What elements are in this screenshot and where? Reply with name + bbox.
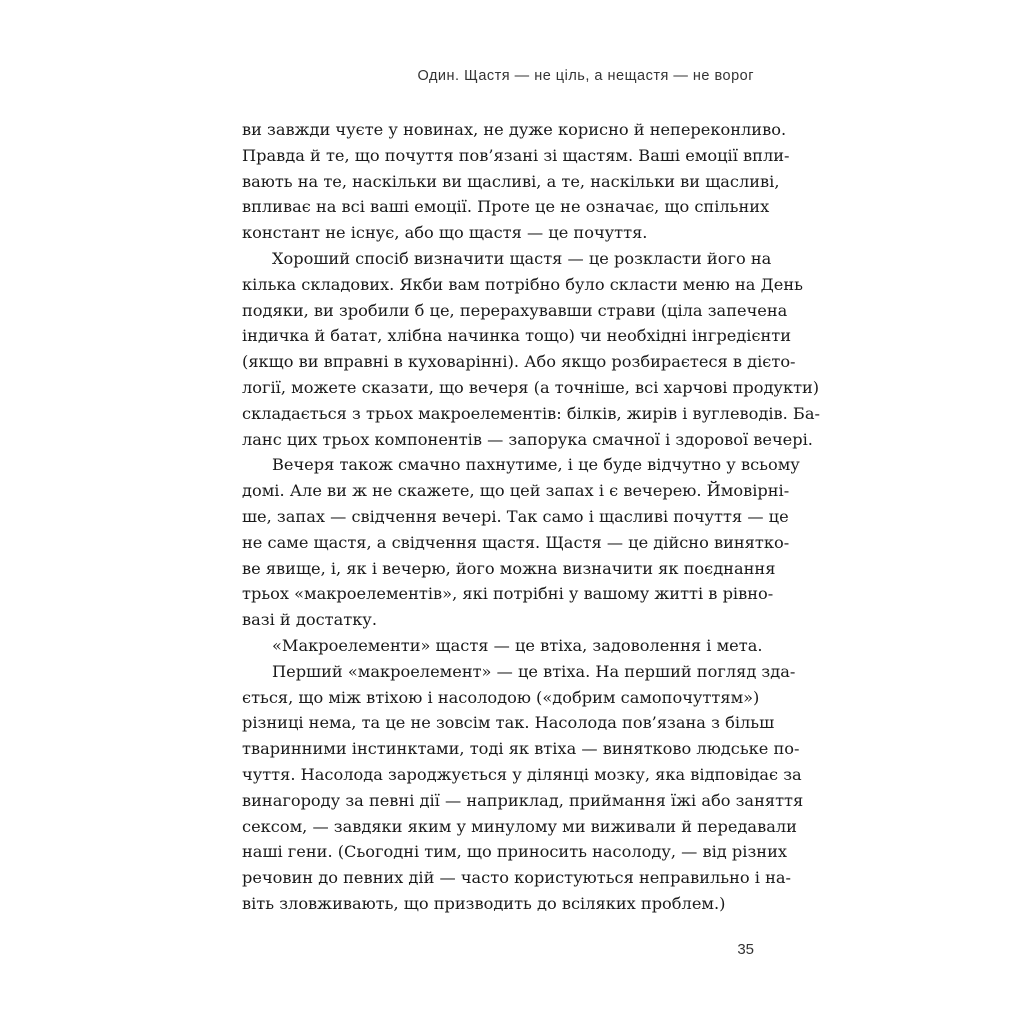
text-line: «Макроелементи» щастя — це втіха, задоволення і мета. [272,635,763,655]
text-line: (якщо ви вправні в куховарінні). Або якщо розбираєтеся в дієто- [242,352,796,372]
text-line: Правда й те, що почуття пов’язані зі щастям. Ваші емоції впли- [242,145,790,165]
text-line: сексом, — завдяки яким у минулому ми виживали й передавали [242,816,797,836]
text-line: ве явище, і, як і вечерю, його можна визначити як поєднання [242,558,776,578]
text-line: не саме щастя, а свідчення щастя. Щастя — це дійсно винятко- [242,532,790,552]
text-line: констант не існує, або що щастя — це почуття. [242,223,648,243]
text-line: Вечеря також смачно пахнутиме, і це буде відчутно у всьому [272,455,800,475]
body-text [242,117,820,917]
text-line: речовин до певних дій — часто користуються неправильно і на- [242,868,792,888]
text-line: ви завжди чуєте у новинах, не дуже корисно й непереконливо. [242,120,787,139]
text-line: Перший «макроелемент» — це втіха. На перший погляд зда- [272,661,796,681]
text-line: вають на те, наскільки ви щасливі, а те, наскільки ви щасливі, [242,171,780,191]
text-line: чуття. Насолода зароджується у ділянці мозку, яка відповідає за [242,764,802,784]
text-line: ланс цих трьох компонентів — запорука смачної і здорової вечері. [242,429,813,449]
text-line: індичка й батат, хлібна начинка тощо) чи необхідні інгредієнти [242,326,792,346]
text-line: домі. Але ви ж не скажете, що цей запах і є вечерею. Ймовірні- [242,481,790,501]
text-line: винагороду за певні дії — наприклад, приймання їжі або заняття [242,790,804,810]
text-line: наші гени. (Сьогодні тим, що приносить насолоду, — від різних [242,842,787,862]
text-line: вазі й достатку. [242,610,377,630]
text-line: Хороший спосіб визначити щастя — це розкласти його на [272,248,772,268]
text-line: ється, що між втіхою і насолодою («добрим самопочуттям») [242,687,760,707]
text-line: трьох «макроелементів», які потрібні у вашому житті в рівно- [242,584,774,604]
text-line: логії, можете сказати, що вечеря (а точніше, всі харчові продукти) [242,377,820,397]
page-number: 35 [737,941,754,958]
text-line: впливає на всі ваші емоції. Проте це не означає, що спільних [242,197,770,217]
text-line: складається з трьох макроелементів: білків, жирів і вуглеводів. Ба- [242,403,820,423]
text-line: віть зловживають, що призводить до всіляких проблем.) [242,893,726,913]
text-line: кілька складових. Якби вам потрібно було скласти меню на День [242,274,803,294]
text-line: різниці нема, та це не зовсім так. Насолода пов’язана з більш [242,713,775,733]
text-line: подяки, ви зробили б це, перерахувавши страви (ціла запечена [242,300,788,320]
text-line: тваринними інстинктами, тоді як втіха — винятково людське по- [242,739,800,759]
running-head: Один. Щастя — не ціль, а нещастя — не ворог [417,68,754,84]
text-line: ше, запах — свідчення вечері. Так само і щасливі почуття — це [242,506,789,526]
